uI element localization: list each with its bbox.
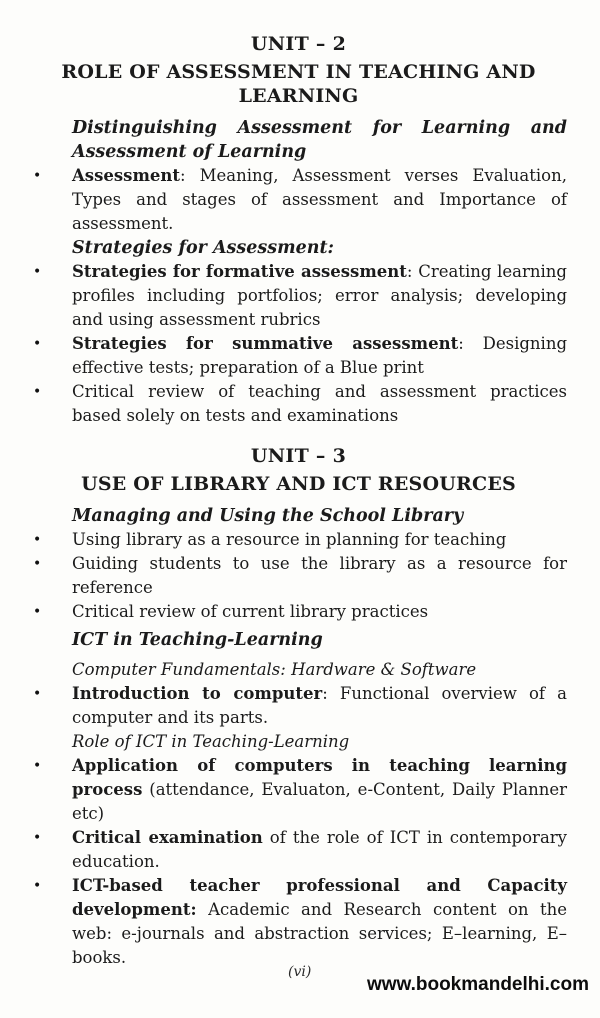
- list-item-rest: Using library as a resource in planning for teaching: [72, 530, 507, 549]
- list-item-lead: Introduction to computer: [72, 684, 323, 703]
- unit-2-section: [30, 32, 567, 428]
- list-item-lead: Application of computers in teaching learning process: [72, 756, 567, 799]
- unit-2-label: UNIT – 2: [250, 33, 347, 55]
- subheading-managing-school-library: Managing and Using the School Library: [72, 506, 464, 526]
- bullet-icon: •: [33, 336, 42, 352]
- list-item-text: [72, 682, 567, 730]
- bullet-icon: •: [33, 830, 42, 846]
- list-item-text: [72, 826, 567, 874]
- italic-subtitle-role-of-ict: Role of ICT in Teaching-Learning: [72, 732, 350, 751]
- list-item-rest: Guiding students to use the library as a resource for reference: [72, 554, 567, 597]
- bullet-icon: •: [33, 878, 42, 894]
- list-item: [30, 528, 567, 552]
- list-item-text: [72, 874, 567, 970]
- list-item-text: [72, 260, 567, 332]
- list-item-lead: ICT-based teacher professional and Capacity development:: [72, 876, 567, 919]
- unit-3-section: [30, 444, 567, 970]
- list-item-lead: Strategies for summative assessment: [72, 334, 459, 353]
- list-item: [30, 380, 567, 428]
- list-item-rest: : Creating learning profiles including portfolios; error analysis; developing and using assessment rubrics: [72, 262, 567, 329]
- list-item-text: [72, 164, 567, 236]
- unit-2-heading: ROLE OF ASSESSMENT IN TEACHING AND LEARNING: [61, 61, 536, 107]
- subheading-distinguishing-assessment: Distinguishing Assessment for Learning and Assessment of Learning: [72, 118, 567, 162]
- bullet-icon: •: [33, 604, 42, 620]
- list-item-rest: Critical review of teaching and assessment practices based solely on tests and examinations: [72, 382, 567, 425]
- list-item: [30, 552, 567, 600]
- subheading-strategies-for-assessment: Strategies for Assessment:: [72, 238, 335, 258]
- list-item-rest: : Functional overview of a computer and its parts.: [72, 684, 567, 727]
- list-item: [30, 826, 567, 874]
- bullet-icon: •: [33, 758, 42, 774]
- list-item-rest: : Meaning, Assessment verses Evaluation, Types and stages of assessment and Importance of assessment.: [72, 166, 567, 233]
- list-item-text: [72, 528, 567, 552]
- list-item-text: [72, 754, 567, 826]
- list-item: [30, 682, 567, 730]
- list-item-text: [72, 332, 567, 380]
- bullet-icon: •: [33, 264, 42, 280]
- list-item-text: [72, 552, 567, 600]
- list-item-rest: (attendance, Evaluaton, e-Content, Daily Planner etc): [72, 780, 567, 823]
- bullet-icon: •: [33, 556, 42, 572]
- watermark-url: www.bookmandelhi.com: [366, 974, 589, 995]
- page-number: (vi): [288, 964, 312, 980]
- unit-3-heading: USE OF LIBRARY AND ICT RESOURCES: [81, 473, 516, 495]
- list-item-rest: Academic and Research content on the web: e-journals and abstraction services; E–learning, E–books.: [72, 900, 567, 967]
- subheading-ict-in-teaching-learning: ICT in Teaching-Learning: [72, 630, 323, 650]
- list-item: [30, 600, 567, 624]
- list-item-text: [72, 600, 567, 624]
- bullet-icon: •: [33, 686, 42, 702]
- bullet-icon: •: [33, 168, 42, 184]
- list-item-text: [72, 380, 567, 428]
- unit-3-label: UNIT – 3: [250, 445, 347, 467]
- list-item: [30, 164, 567, 236]
- list-item: [30, 332, 567, 380]
- list-item-lead: Strategies for formative assessment: [72, 262, 407, 281]
- bullet-icon: •: [33, 384, 42, 400]
- list-item-lead: Critical examination: [72, 828, 263, 847]
- list-item: [30, 874, 567, 970]
- list-item-rest: of the role of ICT in contemporary education.: [72, 828, 567, 871]
- list-item-rest: Critical review of current library practices: [72, 602, 429, 621]
- italic-subtitle-computer-fundamentals: Computer Fundamentals: Hardware & Software: [72, 660, 477, 679]
- list-item: [30, 754, 567, 826]
- list-item-rest: : Designing effective tests; preparation of a Blue print: [72, 334, 568, 377]
- list-item: [30, 260, 567, 332]
- bullet-icon: •: [33, 532, 42, 548]
- list-item-lead: Assessment: [72, 166, 181, 185]
